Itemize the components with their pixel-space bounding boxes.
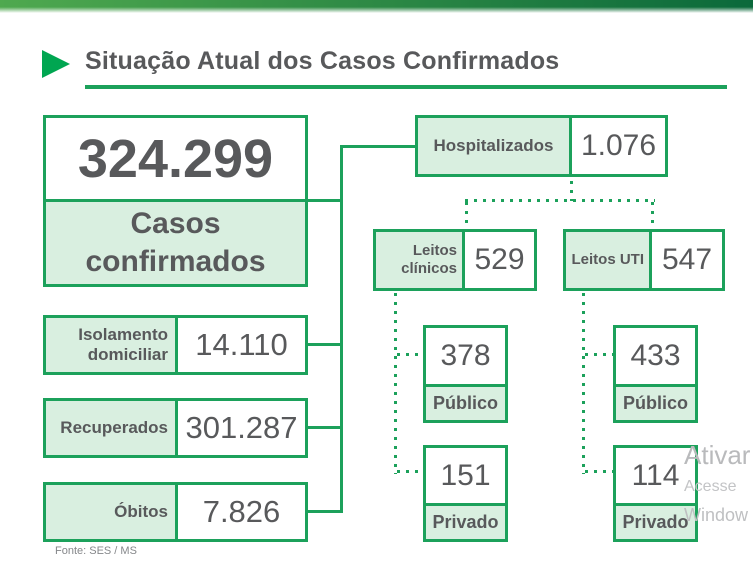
dotted-icu-vertical (582, 293, 585, 474)
connector-main-vertical (340, 145, 343, 513)
connector-to-deaths (308, 510, 340, 513)
page-title: Situação Atual dos Casos Confirmados (85, 47, 560, 75)
deaths-label: Óbitos (46, 485, 178, 539)
windows-activation-watermark-line3: Window (684, 505, 749, 525)
deaths-row (43, 482, 308, 542)
dotted-clinical-vertical (394, 293, 397, 474)
hospitalized-label: Hospitalizados (418, 118, 572, 174)
dotted-top-horizontal (465, 199, 655, 202)
home-isolation-label: Isolamento domiciliar (46, 318, 178, 372)
hospitalized-box (415, 115, 668, 177)
home-isolation-row (43, 315, 308, 375)
confirmed-cases-label: Casos confirmados (46, 202, 305, 284)
connector-to-recovered (308, 426, 340, 429)
clinical-public-box (423, 325, 508, 423)
confirmed-cases-box (43, 115, 308, 287)
clinical-beds-box (373, 229, 537, 291)
dotted-clinical-stub (465, 202, 468, 229)
clinical-public-value: 378 (426, 328, 505, 387)
windows-activation-watermark-line1: Ativar (684, 440, 751, 470)
dotted-icu-stub (651, 202, 654, 229)
dotted-hospitalized-stub (570, 181, 573, 201)
source-note: Fonte: SES / MS (55, 545, 137, 557)
recovered-label: Recuperados (46, 401, 178, 455)
clinical-beds-label: Leitos clínicos (376, 232, 465, 288)
icu-beds-box (563, 229, 725, 291)
title-triangle-icon (42, 50, 70, 78)
clinical-private-label: Privado (426, 506, 505, 539)
icu-beds-label: Leitos UTI (566, 232, 652, 288)
title-underline (85, 85, 727, 89)
deaths-value: 7.826 (202, 494, 281, 529)
icu-private-label: Privado (616, 506, 695, 539)
clinical-private-value: 151 (426, 448, 505, 506)
clinical-beds-value: 529 (474, 243, 525, 276)
icu-private-value: 114 (616, 448, 695, 506)
windows-activation-watermark-line2: Acesse (684, 478, 737, 495)
hospitalized-value: 1.076 (580, 129, 657, 162)
dotted-to-clinical-public (397, 353, 423, 356)
clinical-public-label: Público (426, 387, 505, 420)
connector-to-isolation (308, 343, 340, 346)
recovered-row (43, 398, 308, 458)
dotted-to-clinical-private (397, 470, 423, 473)
dotted-to-icu-public (585, 353, 613, 356)
home-isolation-value: 14.110 (195, 327, 288, 362)
recovered-value: 301.287 (185, 410, 298, 445)
icu-public-label: Público (616, 387, 695, 420)
icu-public-value: 433 (616, 328, 695, 387)
icu-beds-value: 547 (661, 243, 713, 276)
connector-to-hospitalized (343, 145, 415, 148)
confirmed-cases-value: 324.299 (46, 118, 305, 202)
clinical-private-box (423, 445, 508, 542)
connector-summary-stub (308, 199, 342, 202)
icu-public-box (613, 325, 698, 423)
dotted-to-icu-private (585, 470, 613, 473)
top-gradient-bar (0, 0, 753, 13)
